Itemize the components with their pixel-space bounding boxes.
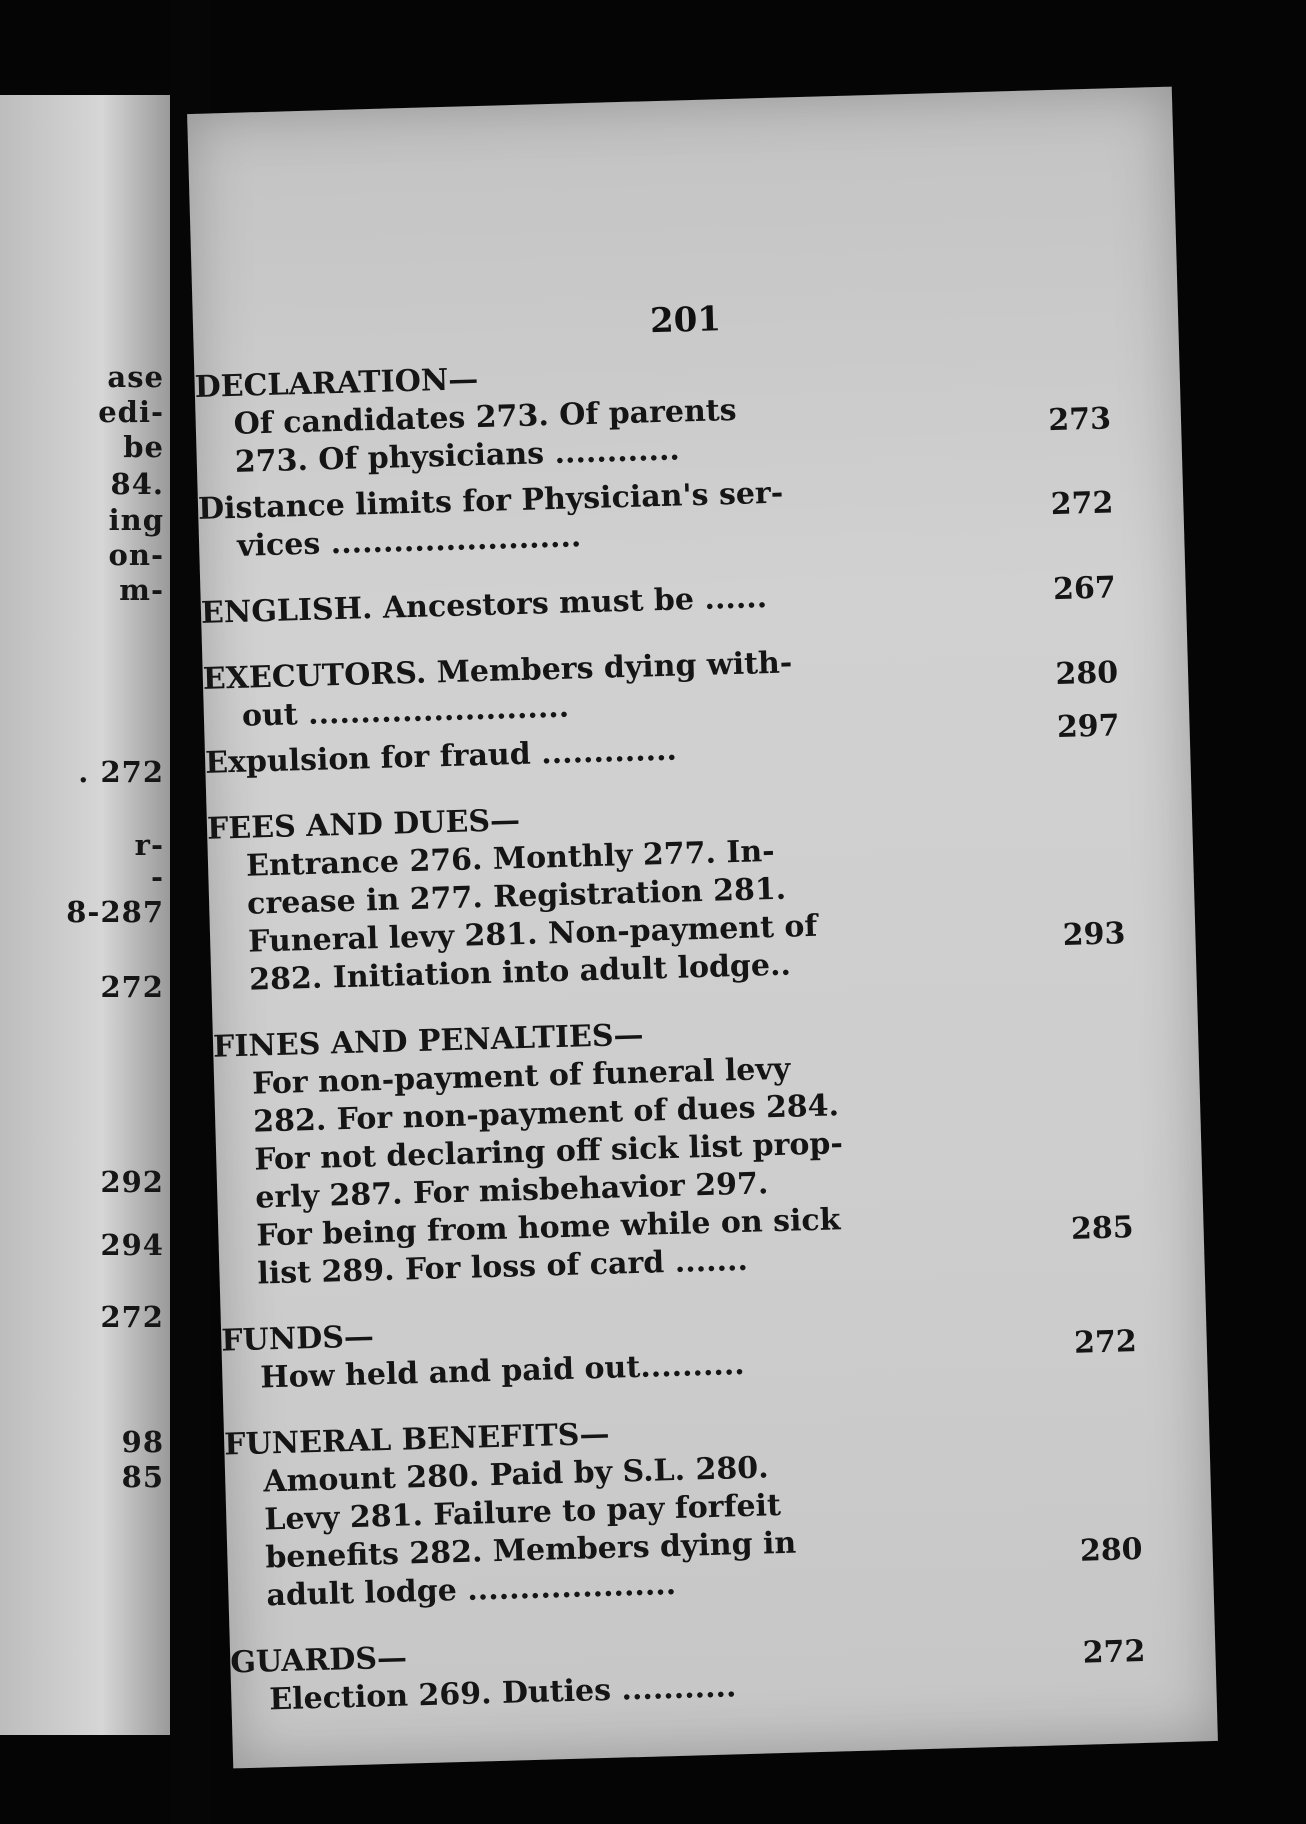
index-entry-english: [201, 569, 1117, 633]
entry-line: erly 287. For misbehavior 297.: [254, 1166, 769, 1216]
entry-page-number: 272: [1073, 1324, 1138, 1361]
left-page-text: 98: [121, 1425, 164, 1459]
entry-line: Amount 280. Paid by S.L. 280.: [262, 1450, 770, 1500]
left-page-text: -: [150, 860, 164, 894]
entry-line: Of candidates 273. Of parents: [233, 392, 737, 442]
left-page-text: 84.: [110, 467, 164, 501]
entry-line: Levy 281. Failure to pay forfeit: [263, 1488, 782, 1538]
entry-heading: FEES AND DUES—: [206, 803, 521, 847]
index-entry-funeral-benefits: [224, 1401, 1144, 1616]
left-page-text: ase: [107, 360, 164, 394]
left-page-text: 8-287: [66, 895, 164, 929]
left-page-text: on-: [108, 538, 164, 572]
entry-line: Entrance 276. Monthly 277. In-: [245, 833, 776, 884]
left-page-text: 272: [100, 970, 164, 1004]
entry-line: For non-payment of funeral levy: [251, 1051, 791, 1102]
left-page-text: r-: [134, 828, 164, 862]
left-page-text: be: [123, 430, 164, 464]
entry-line: How held and paid out..........: [259, 1347, 746, 1396]
page-number: 201: [649, 299, 722, 342]
index-page: [187, 87, 1218, 1769]
entry-heading: FUNDS—: [220, 1319, 375, 1359]
index-entry-fees-and-dues: [207, 785, 1127, 1000]
entry-page-number: 267: [1052, 570, 1117, 608]
entry-heading: DECLARATION—: [194, 362, 479, 405]
entry-heading: FUNERAL BENEFITS—: [223, 1416, 610, 1463]
index-entry-guards: [230, 1619, 1147, 1721]
entry-line: Distance limits for Physician's ser-: [197, 475, 784, 527]
entry-page-number: 273: [1047, 401, 1112, 439]
entry-line: crease in 277. Registration 281.: [246, 871, 787, 922]
left-page-text: m-: [119, 573, 164, 607]
entry-line: benefits 282. Members dying in: [264, 1525, 797, 1576]
entry-line: 282. Initiation into adult lodge..: [248, 947, 792, 998]
entry-line: out .........................: [241, 689, 570, 734]
left-page-text: 292: [100, 1165, 164, 1199]
entry-line: vices ........................: [236, 519, 582, 564]
entry-line: Election 269. Duties ...........: [268, 1669, 737, 1718]
entry-line: Expulsion for fraud .............: [204, 732, 678, 781]
entry-line: EXECUTORS. Members dying with-: [202, 645, 793, 697]
index-entry-distance-limits: [198, 465, 1115, 567]
left-page-text: 85: [121, 1460, 164, 1494]
index-entry-declaration: [194, 343, 1112, 483]
left-page-fragment: [0, 95, 170, 1735]
index-entry-executors: [202, 635, 1119, 737]
left-page-text: 294: [100, 1228, 164, 1262]
left-page-text: . 272: [78, 755, 164, 789]
entry-line: ENGLISH. Ancestors must be ......: [200, 580, 768, 631]
left-page-text: ing: [108, 503, 164, 537]
entry-line: For not declaring off sick list prop-: [253, 1126, 844, 1178]
entry-line: For being from home while on sick: [255, 1202, 841, 1254]
index-list: [194, 343, 1147, 1748]
entry-heading: FINES AND PENALTIES—: [212, 1017, 645, 1065]
entry-page-number: 285: [1070, 1210, 1135, 1247]
entry-line: list 289. For loss of card .......: [257, 1242, 749, 1292]
entry-line: 282. For non-payment of dues 284.: [252, 1088, 840, 1140]
entry-page-number: 280: [1054, 655, 1119, 693]
left-page-text: 272: [100, 1300, 164, 1334]
entry-page-number: 272: [1082, 1633, 1146, 1671]
entry-heading: GUARDS—: [229, 1640, 408, 1681]
left-page-text: edi-: [98, 395, 164, 429]
entry-page-number: 297: [1056, 708, 1121, 746]
entry-line: 273. Of physicians ............: [234, 432, 681, 480]
entry-line: adult lodge ....................: [266, 1567, 677, 1614]
entry-page-number: 272: [1050, 485, 1114, 523]
entry-page-number: 293: [1062, 916, 1126, 953]
index-entry-fines-and-penalties: [213, 1003, 1135, 1294]
entry-page-number: 280: [1079, 1531, 1144, 1569]
entry-line: Funeral levy 281. Non-payment of: [247, 908, 818, 960]
index-entry-funds: [221, 1297, 1138, 1399]
